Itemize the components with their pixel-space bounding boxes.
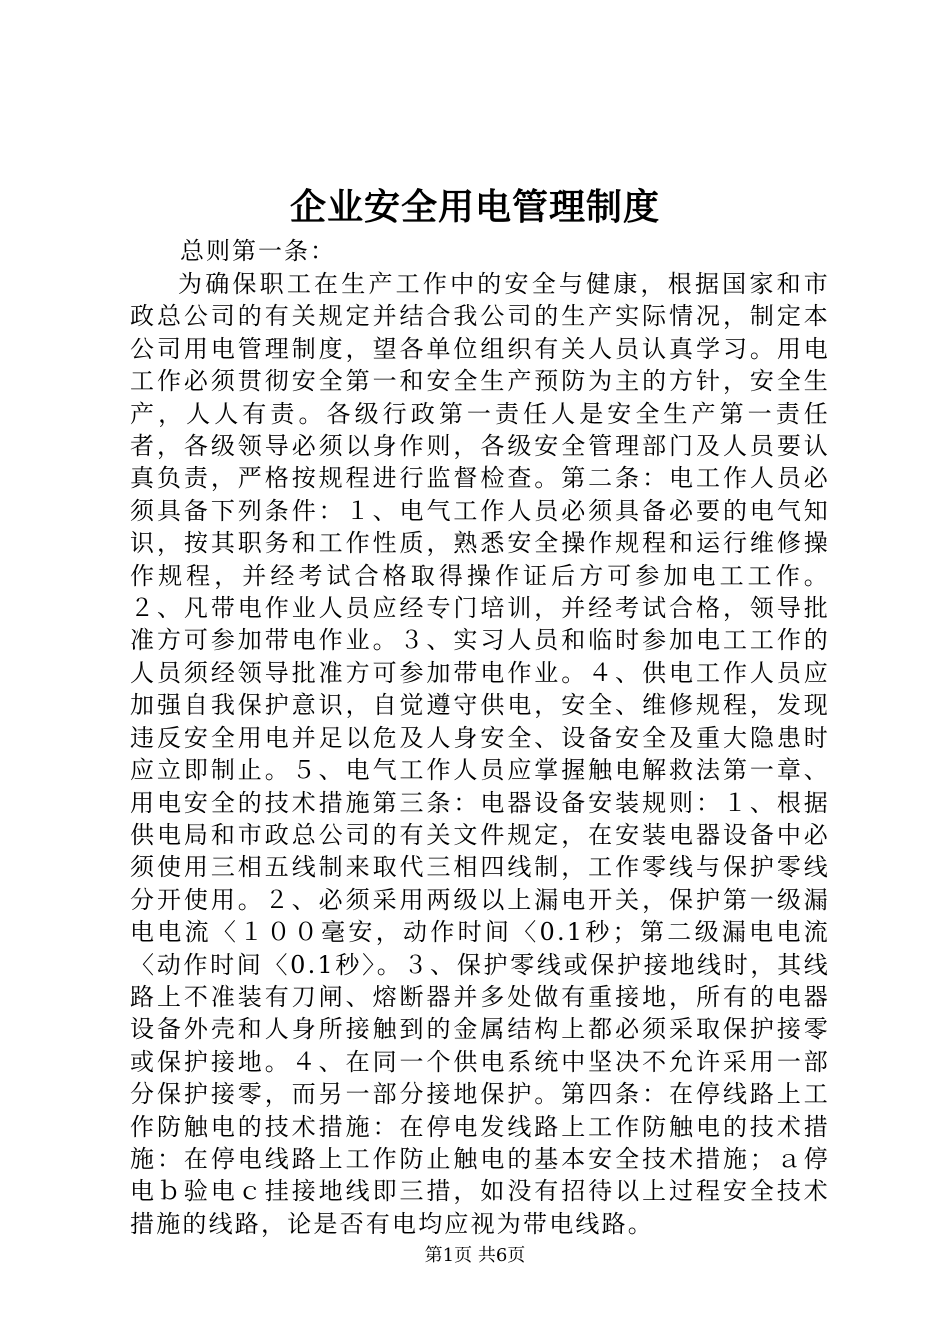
document-title: 企业安全用电管理制度: [289, 186, 660, 228]
body-paragraph: 为确保职工在生产工作中的安全与健康，根据国家和市政总公司的有关规定并结合我公司的生产实际情况，制定本公司用电管理制度，望各单位组织有关人员认真学习。用电工作必须贯彻安全第一和安全生产预防为主的方针，安全生产，人人有责。各级行政第一责任人是安全生产第一责任者，各级领导必须以身作则，各级安全管理部门及人员要认真负责，严格按规程进行监督检查。第二条：电工作人员必须具备下列条件：１、电气工作人员必须具备必要的电气知识，按其职务和工作性质，熟悉安全操作规程和运行维修操作规程，并经考试合格取得操作证后方可参加电工工作。２、凡带电作业人员应经专门培训，并经考试合格，领导批准方可参加带电作业。３、实习人员和临时参加电工工作的人员须经领导批准方可参加带电作业。４、供电工作人员应加强自我保护意识，自觉遵守供电，安全、维修规程，发现违反安全用电并足以危及人身安全、设备安全及重大隐患时应立即制止。５、电气工作人员应掌握触电解救法第一章、用电安全的技术措施第三条：电器设备安装规则：１、根据供电局和市政总公司的有关文件规定，在安装电器设备中必须使用三相五线制来取代三相四线制，工作零线与保护零线分开使用。２、必须采用两级以上漏电开关，保护第一级漏电电流〈１００毫安，动作时间〈0.1秒；第二级漏电电流〈动作时间〈0.1秒〉。３、保护零线或保护接地线时，其线路上不准装有刀闸、熔断器并多处做有重接地，所有的电器设备外壳和人身所接触到的金属结构上都必须采取保护接零或保护接地。４、在同一个供电系统中坚决不允许采用一部分保护接零，而另一部分接地保护。第四条：在停线路上工作防触电的技术措施：在停电发线路上工作防触电的技术措施：在停电线路上工作防止触电的基本安全技术措施；ａ停电ｂ验电ｃ挂接地线即三措，如没有招待以上过程安全技术措施的线路，论是否有电均应视为带电线路。: [130, 270, 830, 1238]
section-heading: 总则第一条：: [180, 237, 336, 265]
page-footer: 第1页 共6页: [424, 1245, 526, 1266]
